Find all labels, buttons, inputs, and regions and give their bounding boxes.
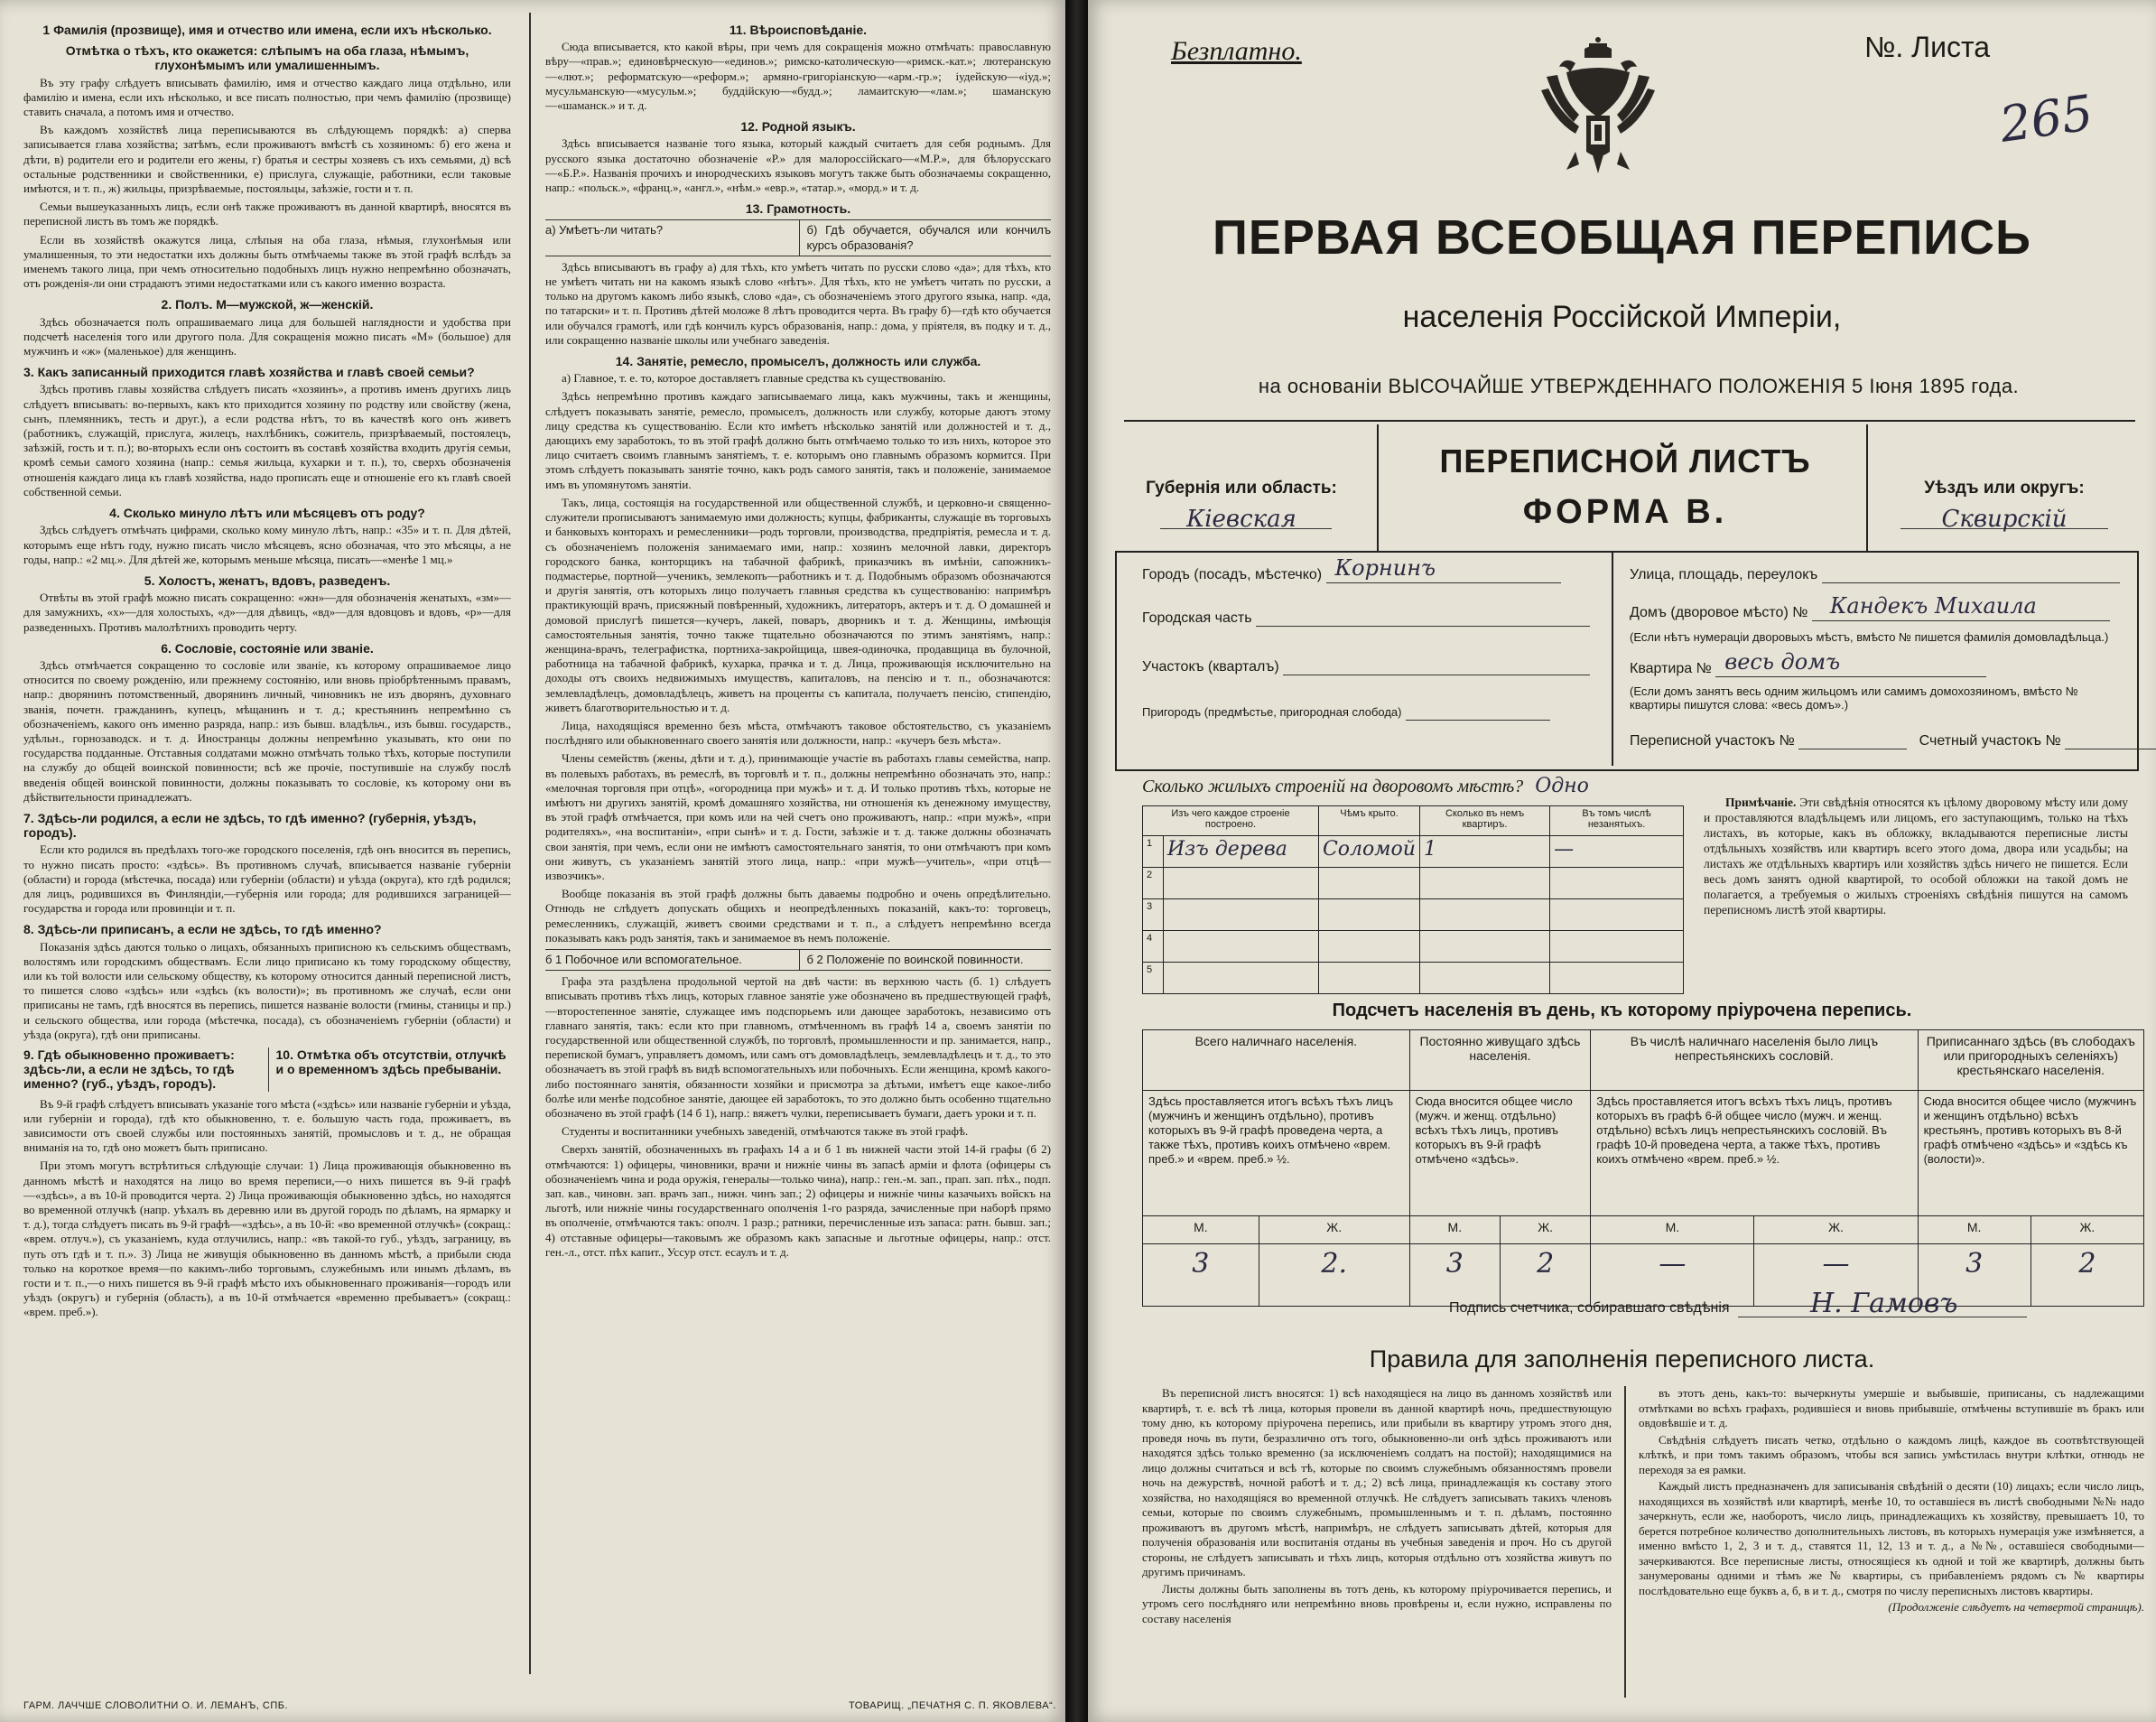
section-heading: 5. Холостъ, женатъ, вдовъ, разведенъ. <box>144 572 391 588</box>
col-material: Изъ чего каждое строеніе построено. <box>1143 806 1319 836</box>
row-number: 5 <box>1143 963 1164 994</box>
rules-column-2 <box>1639 1386 2144 1702</box>
male-header: М. <box>1918 1216 2031 1244</box>
suburb-field: Пригородъ (предмѣстье, пригородная слобода) <box>1142 704 1550 721</box>
female-header: Ж. <box>2031 1216 2143 1244</box>
instruction-paragraph: Здѣсь непремѣнно противъ каждаго записываемаго лица, какъ мужчины, такъ и женщины, слѣдуетъ показывать занятіе, ремесло, промыселъ, должность или службу, которые даютъ этому лицу средства къ существованію. Если кто имѣетъ нѣсколько занятій или должностей и т. д., дающихъ ему заработокъ, то въ этой графѣ должно быть отмѣчаемо только то изъ нихъ, которое это лицо считаетъ своимъ главнымъ занятіемъ, т. е. которымъ оно главнымъ образомъ кормится. При этомъ слѣдуетъ показывать занятіе точно, какъ родъ самого занятія, такъ и положеніе, занимаемое имъ въ упомянутомъ занятіи. <box>545 389 1051 491</box>
section-heading: 7. Здѣсь-ли родился, а если не здѣсь, то гдѣ именно? (губернія, уѣздъ, городъ). <box>23 810 477 841</box>
rule-paragraph: въ этотъ день, какъ-то: вычеркнуты умершіе и выбывшіе, приписаны, съ надлежащими отмѣтками во всѣхъ графахъ, родившіеся и вновь прибывшіе, отмѣчены вступившіе въ бракъ или овдовѣвшіе и т. д. <box>1639 1386 2144 1429</box>
instruction-paragraph: Члены семействъ (жены, дѣти и т. д.), принимающіе участіе въ работахъ главы семейства, напр. въ полевыхъ работахъ, въ ремеслѣ, въ торговлѣ и т. п., должны непремѣнно обозначать это, напр.: «мелочная торговля при отцѣ», «огородница при мужѣ» и т. д. И только противъ тѣхъ, которые не имѣютъ ни другихъ занятій, кромѣ домашняго хозяйства, ни отношенія къ денежному имуществу, въ этой графѣ отмѣчается, при комъ или на чей счетъ оно проживаютъ, напр.: «при мужѣ», «при родителяхъ», «на воспитаніи», «при сынѣ» и т. д. Гости, заѣзжіе и т. д. также должны обозначать свои занятія, при чемъ, если они не имѣютъ самостоятельнаго занятія, то они отмѣчаютъ при комъ они живутъ, съ указаніемъ занятій этого лица, напр.: «при мужѣ—учитель», «при отцѣ—извозчикъ». <box>545 751 1051 882</box>
section-heading: 3. Какъ записанный приходится главѣ хозяйства и главѣ своей семьи? <box>23 365 475 380</box>
roof-cell <box>1318 963 1419 994</box>
count-cell: 3 <box>1143 1244 1259 1307</box>
signature-value: Н. Гамовъ <box>1810 1288 1958 1319</box>
count-cell: 3 <box>1918 1244 2031 1307</box>
instruction-paragraph: Здѣсь обозначается полъ опрашиваемаго лица для большей наглядности и удобства при подсчетѣ населенія того или другого пола. Для сокращенія можно писать «М» (большое) для мужчинъ и «ж» (маленькое) для женщинъ. <box>23 314 511 358</box>
roof-cell <box>1318 868 1419 899</box>
section-heading: Отмѣтка о тѣхъ, кто окажется: слѣпымъ на оба глаза, нѣмымъ, глухонѣмымъ или умалишеннымъ. <box>65 43 469 73</box>
header-rule <box>1124 420 2135 422</box>
form-decree: на основаніи ВЫСОЧАЙШЕ УТВЕРЖДЕННАГО ПОЛОЖЕНІЯ 5 Іюня 1895 года. <box>1258 375 2020 397</box>
instruction-paragraph: Здѣсь вписываютъ въ графу а) для тѣхъ, кто умѣетъ читать по русски слово «да»; для тѣхъ, кто не умѣетъ читать ни на какомъ языкѣ слово «нѣтъ». Для тѣхъ, кто не умѣетъ читать по русски, а только на другомъ какомъ либо языкѣ, слово «да», съ обозначеніемъ этого другого языка, напр. «да, по татарски» и т. п. Противъ дѣтей моложе 8 лѣтъ проводится черта. Въ графу б)—гдѣ кто обучается или обучался грамотѣ, или гдѣ кончилъ курсъ образованія, напр.: дома, у пріятеля, въ подку и т. д., или сокращенно названіе школы или учебнаго заведенія. <box>545 259 1051 347</box>
section-heading: 4. Сколько минуло лѣтъ или мѣсяцевъ отъ роду? <box>109 506 425 521</box>
instructions-column-1 <box>23 16 511 1669</box>
left-page <box>0 0 1065 1722</box>
roof-cell <box>1318 899 1419 931</box>
vacant-cell <box>1550 931 1684 963</box>
instruction-paragraph: а) Главное, т. е. то, которое доставляетъ главные средства къ существованію. <box>562 371 946 386</box>
col-permanent: Постоянно живущаго здѣсь населенія. <box>1409 1030 1591 1091</box>
right-page <box>1088 0 2156 1722</box>
province-label: Губернія или область: <box>1146 479 1337 498</box>
instruction-paragraph: Если въ хозяйствѣ окажутся лица, слѣпыя на оба глаза, нѣмыя, глухонѣмыя или умалишенныя, то эти недостатки ихъ должны быть отмѣчаемы также въ этой графѣ вслѣдъ за именемъ такого лица, при чемъ относительно подобныхъ лицъ нужно непремѣнно обозначать, отъ рожденія-ли они страдаютъ этими недостатками или съ какого именно возраста. <box>23 232 511 291</box>
instruction-paragraph: Графа эта раздѣлена продольной чертой на двѣ части: въ верхнюю часть (б. 1) слѣдуетъ вписывать противъ тѣхъ лицъ, которых главное занятіе уже обозначено въ предшествующей графѣ,—второстепенное занятіе, служащее имъ подспорьемъ или дающее заработокъ, независимо отъ главнаго занятія, такъ: если кто при главномъ, отмѣченномъ въ графѣ 14 а, своемъ занятіи по государственной или общественной службѣ, по торговлѣ, промышленности и пр. занимается, напр., перепиской бумагъ, управляетъ домомъ, или самъ отъ домовладѣлецъ, землевладѣлецъ и т. д., то это обозначаетъ въ этой графѣ въ видѣ вспомогательныхъ или побочныхъ. Если женщина, кромѣ какого-либо постояннаго занятія, обязанности хозяйки и присмотра за дѣтьми, имѣетъ еще какое-либо болѣе или менѣе подсобное занятіе, дающее ей заработокъ, то это должно быть особенно тщательно обозначено въ этой графѣ (14 б 1), напр.: вяжетъ чулки, переписываетъ бумаги, даетъ уроки и т. п. <box>545 974 1051 1121</box>
material-cell <box>1164 868 1319 899</box>
continuation-note: (Продолженіе слѣдуетъ на четвертой страницѣ). <box>1888 1600 2144 1614</box>
col-vacant: Въ томъ числѣ незанятыхъ. <box>1550 806 1684 836</box>
section-heading: 14. Занятіе, ремесло, промыселъ, должность или служба. <box>615 354 981 369</box>
section-heading: 10. Отмѣтка объ отсутствіи, отлучкѣ и о временномъ здѣсь пребываніи. <box>275 1047 506 1077</box>
vacant-cell <box>1550 963 1684 994</box>
instruction-paragraph: Здѣсь слѣдуетъ отмѣчать цифрами, сколько кому минуло лѣтъ, напр.: «35» и т. п. Для дѣтей, которымъ еще нѣтъ году, нужно писать число мѣсяцевъ, ясно обозначая, что это мѣсяцы, а не годы, напр.: «2 мц.». Для дѣтей же, которымъ меньше мѣсяца, писать—«менѣе 1 мц.» <box>23 523 511 566</box>
section-heading: 13. Грамотность. <box>745 201 851 217</box>
instruction-paragraph: Здѣсь противъ главы хозяйства слѣдуетъ писать «хозяинъ», а противъ именъ другихъ лицъ слѣдуетъ вписывать: во-первыхъ, какъ кто приходится хозяину по родству или свойству (жена, сынъ, племянникъ, тесть и друг.), а если родства нѣтъ, то въ качествѣ кого онъ живетъ (работникъ, служащій, прислуга, жилецъ, нахлѣбникъ, сожитель, призрѣваемый, постоялецъ, заѣзжій, гость и т. п.); во-вторыхъ если онъ состоитъ въ составѣ хозяйства входить другія семьи, кромѣ семьи самого хозяина (напр.: семья жильца, кухарки и т. п.), то, сверхъ обозначенія отношенія каждаго лица къ главѣ хозяйства, надо прописать еще и отношеніе его къ главѣ своей собственной семьи. <box>23 382 511 498</box>
district-label: Уѣздъ или округъ: <box>1924 479 2085 498</box>
apartment-value: весь домъ <box>1724 649 1841 675</box>
instruction-paragraph: Здѣсь отмѣчается сокращенно то сословіе или званіе, къ которому опрашиваемое лицо относится по своему рожденію, или прежнему состоянію, или вновь пріобрѣтеннымъ правамъ, напр.: дворянинъ потомственный, дворянинъ личный, чиновникъ не изъ дворянъ, духовнаго званія, почетн. гражданинъ, купецъ, мѣщанинъ и т. д.; крестьянинъ непремѣнно съ обозначеніемъ, какого онъ именно разряда, напр.: изъ бывш. владѣльч., изъ бывш. государств., удѣльн., горнозаводск. и т. д. Иностранцы должны непремѣнно указывать, кто они по государства подданные. Отставныя солдатами можно отмѣчать только тѣхъ, которые поступили на службу до общей воинской повинности; всѣ же прочіе, поступившіе на службу послѣ введенія общей воинской повинности, должны показывать то сословіе, къ которому они въ дѣйствительности принадлежатъ. <box>23 657 511 804</box>
desc-registered-peasants: Сюда вносится общее число (мужчинъ и женщинъ отдѣльно) всѣхъ крестьянъ, противъ которыхъ въ 8-й графѣ отмѣчено «здѣсь» и «здѣсь къ (волости)». <box>1918 1091 2143 1216</box>
instruction-paragraph: Вообще показанія въ этой графѣ должны быть даваемы подробно и очень опредѣлительно. Отнюдь не слѣдуетъ допускать общихъ и неопредѣленныхъ показаній, какъ-то: торговецъ, ремесленникъ, служащій, живетъ своими средствами и т. п., а слѣдуетъ непремѣнно всегда показывать какъ родъ занятія, такъ и занимаемое въ немъ положеніе. <box>545 887 1051 945</box>
section-heading: 6. Сословіе, состояніе или званіе. <box>161 640 374 656</box>
population-count-table <box>1142 1029 2144 1307</box>
street-field: Улица, площадь, переулокъ <box>1630 567 2120 583</box>
female-header: Ж. <box>1259 1216 1409 1244</box>
instruction-paragraph: Семьи вышеуказанныхъ лицъ, если онѣ также проживаютъ въ данной квартирѣ, вносятся въ переписной листъ въ томъ же порядкѣ. <box>23 200 511 228</box>
instruction-paragraph: Въ каждомъ хозяйствѣ лица переписываются въ слѣдующемъ порядкѣ: а) сперва записывается глава хозяйства; затѣмъ, если проживаютъ вмѣстѣ съ хозяиномъ: б) его жена и дѣти, в) родители его и родители его жены, г) братья и сестры хозяевъ съ ихъ семьями, д) всѣ остальные родственники и свойственники, е) прислуга, служащіе, работники, если таковые имѣются, и т. п., ж) жильцы, призрѣваемые, постояльцы, заѣзжіе, гости и т. п. <box>23 123 511 196</box>
form-title: ПЕРВАЯ ВСЕОБЩАЯ ПЕРЕПИСЬ <box>1213 210 2031 265</box>
split-heading <box>23 1047 511 1092</box>
row-number: 4 <box>1143 931 1164 963</box>
roof-cell <box>1318 931 1419 963</box>
male-header: М. <box>1409 1216 1500 1244</box>
subcolumn-heading: б 2 Положеніе по воинской повинности. <box>799 950 1052 970</box>
female-header: Ж. <box>1500 1216 1590 1244</box>
house-field: Домъ (дворовое мѣсто) № Кандекъ Михаила <box>1630 605 2110 621</box>
signature-label: Подпись счетчика, собиравшаго свѣдѣнія <box>1449 1300 1730 1316</box>
apartments-cell <box>1419 899 1549 931</box>
apartments-cell <box>1419 868 1549 899</box>
double-headed-eagle-icon <box>1539 36 1657 190</box>
instruction-paragraph: Показанія здѣсь даются только о лицахъ, обязанныхъ приписною къ сельскимъ обществамъ, волостямъ или городскимъ обществамъ. Если лицо приписано къ тому городскому обществу, или къ той волости или сельскому обществу, къ которому относится данный переписной листъ, то пишется слово «здѣсь» или «здѣсь (къ волости)»; въ противномъ же случаѣ, если они приписаны не тамъ, гдѣ вносятся въ перепись, пишется названіе волости (гмины, станицы и пр.) и сельского общества, или города (мѣстечка, посада), съ обозначеніемъ губерніи (области) и уѣзда (округа), гдѣ они приписаны. <box>23 939 511 1041</box>
material-cell <box>1164 931 1319 963</box>
printer-imprint-right: ТОВАРИЩ. „ПЕЧАТНЯ С. П. ЯКОВЛЕВА“. <box>849 1700 1056 1711</box>
row-number: 2 <box>1143 868 1164 899</box>
male-header: М. <box>1143 1216 1259 1244</box>
instruction-paragraph: При этомъ могутъ встрѣтиться слѣдующіе случаи: 1) Лица проживающія обыкновенно въ данномъ мѣстѣ и находятся на лицо во время переписи,—о нихъ пишется въ 9-й графѣ—«здѣсь», а въ 10-й проводится черта. 2) Лица проживающія обыкновенно здѣсь, но находятся во временной отлучкѣ (напр. уѣхалъ въ деревню или въ другой городъ по дѣламъ, на ярмарку и т. д.), тогда слѣдуетъ писать въ 9-й графѣ—«здѣсь», а въ 10-й: «во временной отлучкѣ» (сокращ.: «врем. отлуч.»), съ указаніемъ, куда отлучились, напр.: «въ такой-то губ., уѣздъ, заграницу, въ путь отъ гдѣ и т. п.». 3) Лица не живущія обыкновенно въ данномъ мѣстѣ, а прибыли сюда только на короткое время—по какимъ-либо торговымъ, служебнымъ или инымъ дѣламъ, въ гости и т. п.,—о нихъ пишется въ 9-й графѣ мѣсто ихъ обыкновеннаго проживанія—городъ или уѣздъ (округъ) и губернія (область), а въ 10-й отмѣчается «временно пребываетъ» (сокращ.: «врем. преб.»). <box>23 1159 511 1319</box>
apartments-cell <box>1419 963 1549 994</box>
vacant-cell: — <box>1550 836 1684 868</box>
section-heading: 11. Вѣроисповѣданіе. <box>729 23 868 37</box>
city-part-field: Городская часть <box>1142 610 1590 627</box>
col-roof: Чѣмъ крыто. <box>1318 806 1419 836</box>
district-box <box>1873 424 2135 551</box>
count-cell: 2 <box>2031 1244 2143 1307</box>
sheet-number-label: №. Листа <box>1864 31 1991 63</box>
table-row <box>1143 931 1684 963</box>
desc-non-peasant: Здѣсь проставляется итогъ всѣхъ тѣхъ лицъ, противъ которыхъ въ графѣ 6-й общее число (мужч. и женщ. отдѣльно) всѣхъ лицъ непрестьянскихъ сословій. Въ графѣ 10-й проведена черта, а также тѣхъ, противъ коихъ отмѣчено «врем. преб.» ½. <box>1591 1091 1918 1216</box>
subcolumn-heading: б 1 Побочное или вспомогательное. <box>545 952 742 966</box>
material-cell: Изъ дерева <box>1164 836 1319 868</box>
population-count-title: Подсчетъ населенія въ день, къ которому пріурочена перепись. <box>1332 1001 1912 1020</box>
address-divider <box>1612 553 1613 766</box>
precinct-field: Участокъ (кварталъ) <box>1142 659 1590 675</box>
subcolumn-heading: б) Гдѣ обучается, обучался или кончилъ курсъ образованія? <box>799 220 1052 255</box>
form-subtitle: населенія Россійской Имперіи, <box>1402 300 1842 334</box>
house-note: (Если нѣтъ нумераціи дворовыхъ мѣстъ, вмѣсто № пишется фамилія домовладѣльца.) <box>1630 630 2109 644</box>
sheet-title-line1: ПЕРЕПИСНОЙ ЛИСТЪ <box>1439 442 1811 479</box>
buildings-note: Примѣчаніе. Эти свѣдѣнія относятся къ цѣлому дворовому мѣсту или дому и проставляются владѣльцемъ или лицомъ, его заступающимъ, только на тѣхъ листахъ, въ которые, какъ въ обложку, вкладываются переписные листы отдѣльныхъ хозяйствъ или квартиръ всего этого дома, двора или усадьбы; на листахъ же отдѣльныхъ квартиръ или хозяйствъ здѣсь ничего не пишется. Если весь домъ занятъ одной квартирой, то особой обложки на такой домъ не полагается, а требуемыя о жилыхъ строеніяхъ свѣдѣнія пишутся на самомъ переписномъ листѣ этой квартиры. <box>1704 796 2128 917</box>
material-cell <box>1164 963 1319 994</box>
apartments-cell: 1 <box>1419 836 1549 868</box>
province-value: Кіевская <box>1186 506 1296 533</box>
desc-present: Здѣсь проставляется итогъ всѣхъ тѣхъ лицъ (мужчинъ и женщинъ отдѣльно), противъ которыхъ въ 9-й графѣ проведена черта, а также тѣхъ, противъ коихъ отмѣчено «врем. преб.» и «врем. преб.» ½. <box>1143 1091 1410 1216</box>
count-cell: 3 <box>1409 1244 1500 1307</box>
col-apartments: Сколько въ немъ квартиръ. <box>1419 806 1549 836</box>
table-row <box>1143 899 1684 931</box>
material-cell <box>1164 899 1319 931</box>
col-present: Всего наличнаго населенія. <box>1143 1030 1410 1091</box>
col-registered-peasants: Приписаннаго здѣсь (въ слободахъ или пригородныхъ селеніяхъ) крестьянскаго населенія. <box>1918 1030 2143 1091</box>
rules-divider <box>1624 1386 1626 1698</box>
subheading-row <box>545 219 1051 256</box>
desc-permanent: Сюда вносится общее число (мужч. и женщ. отдѣльно) всѣхъ тѣхъ лицъ, противъ которыхъ въ 9-й графѣ отмѣчено «здѣсь». <box>1409 1091 1591 1216</box>
section-heading: 2. Полъ. М—мужской, ж—женскій. <box>161 297 374 312</box>
section-heading: 9. Гдѣ обыкновенно проживаетъ: здѣсь-ли, а если не здѣсь, то гдѣ именно? (губ., уѣздъ, городъ). <box>23 1047 235 1092</box>
buildings-answer: Одно <box>1535 775 1589 797</box>
rule-paragraph: Свѣдѣнія слѣдуетъ писать четко, отдѣльно о каждомъ лицѣ, каждое въ соотвѣтствующей клѣткѣ, и при томъ такимъ образомъ, чтобы вся запись умѣстилась внутри клѣтки, отнюдь не переходя за ея рамки. <box>1639 1432 2144 1476</box>
rule-paragraph: Каждый листъ предназначенъ для записыванія свѣдѣній о десяти (10) лицахъ; если число лицъ, находящихся въ хозяйствѣ или квартирѣ, менѣе 10, то оставшіеся въ листѣ свободными №№ надо зачеркнуть, если же, наоборотъ, число лицъ, принадлежащихъ къ хозяйству, превышаетъ 10, то берется потребное количество дополнительныхъ листовъ, въ которыхъ нумерація уже измѣняется, а именно вмѣсто 1, 2, 3 и т. д., ставятся 11, 12, 13 и т. д., а №№, оставшіеся свободными—зачеркиваются. Все переписные листы, относящіеся къ одной и той же квартирѣ, должны быть занумерованы одними и тѣмъ же № квартиры, съ прибавленіемъ рядомъ съ № квартиры послѣдовательно еще буквъ а, б, в и т. д., смотря по числу переписныхъ листовъ квартиры. <box>1639 1479 2144 1597</box>
col-non-peasant: Въ числѣ наличнаго населенія было лицъ непрестьянскихъ сословій. <box>1591 1030 1918 1091</box>
district-value: Сквирскій <box>1941 506 2068 533</box>
table-row <box>1143 836 1684 868</box>
vacant-cell <box>1550 868 1684 899</box>
instruction-paragraph: Лица, находящіяся временно безъ мѣста, отмѣчаютъ таковое обстоятельство, съ указаніемъ послѣдняго или обыкновеннаго своего занятія или должности, напр.: «кучеръ безъ мѣста». <box>545 718 1051 748</box>
section-heading: 12. Родной языкъ. <box>740 119 856 135</box>
section-heading: 8. Здѣсь-ли приписанъ, а если не здѣсь, то гдѣ именно? <box>23 922 382 937</box>
row-number: 3 <box>1143 899 1164 931</box>
rule-paragraph: Въ переписной листъ вносятся: 1) всѣ находящіеся на лицо въ данномъ хозяйствѣ или квартирѣ, т. е. всѣ тѣ лица, которыя провели въ данной квартирѣ ночь, предшествующую тому дню, къ которому пріурочена перепись, или прибыли въ квартиру утромъ этого дня, проведя ночь въ пути, безразлично отъ того, обыкновенно-ли онѣ здѣсь проживаютъ или находятся здѣсь только временно (за исключеніемъ солдатъ на постой); находящимися на лицо должны считаться и всѣ тѣ, которые по своимъ служебнымъ обязанностямъ провели ночь на дежурствѣ, ночной работѣ и т. д.; 2) всѣ лица, принадлежащія къ составу этого хозяйства, но находящіяся во временной отлучкѣ. Не слѣдуетъ записывать такихъ членовъ семьи, которые по своимъ служебнымъ, промышленнымъ и т. п. дѣламъ, постоянно проживаютъ въ другомъ мѣстѣ, напримѣръ, не слѣдуетъ записывать дѣтей, которыя для полученія образованія или воспитанія отданы въ учебныя заведенія и проч. Но съ другой стороны, не слѣдуетъ записывать и тѣхъ лицъ, которыя отдѣльно отъ хозяйства живутъ по другимъ причинамъ. <box>1142 1386 1612 1578</box>
sheet-number-handwritten: 265 <box>1996 84 2096 154</box>
printer-imprint-left: ГАРМ. ЛАЧЧШЕ СЛОВОЛИТНИ О. И. ЛЕМАНЪ, СПБ. <box>23 1700 289 1711</box>
sheet-title-line2: ФОРМА В. <box>1522 493 1728 531</box>
count-cell: — <box>1754 1244 1918 1307</box>
instruction-paragraph: Отвѣты въ этой графѣ можно писать сокращенно: «жн»—для обозначенія женатыхъ, «зм»—для замужнихъ, «х»—для холостыхъ, «д»—для дѣвицъ, «вд»—для вдовцовъ и вдовъ, «р»—для разведенныхъ. Противъ малолѣтнихъ проводить черту. <box>23 591 511 634</box>
rules-title: Правила для заполненія переписного листа. <box>1369 1345 1875 1373</box>
male-header: М. <box>1591 1216 1754 1244</box>
instructions-column-2 <box>545 16 1051 1669</box>
row-number: 1 <box>1143 836 1164 868</box>
vacant-cell <box>1550 899 1684 931</box>
page-fold <box>1065 0 1088 1722</box>
buildings-table <box>1142 805 1684 994</box>
instruction-paragraph: Студенты и воспитанники учебныхъ заведеній, отмѣчаются также въ этой графѣ. <box>562 1124 969 1139</box>
count-cell: 2. <box>1259 1244 1409 1307</box>
house-value: Кандекъ Михаила <box>1829 593 2037 619</box>
instruction-paragraph: Здѣсь вписывается названіе того языка, который каждый считаетъ для себя роднымъ. Для русского языка достаточно обозначеніе «Р.» для малороссійскаго—«М.Р.», для бѣлорусскаго—«Б.Р.». Названія прочихъ и инородческихъ языковъ могутъ также быть обозначаемы сокращенно, напр.: «польск.», «франц.», «англ.», «нѣм.» «евр.», «татар.», «морд.» и т. д. <box>545 136 1051 195</box>
roof-cell: Соломой <box>1318 836 1419 868</box>
subcolumn-heading: а) Умѣетъ-ли читать? <box>545 223 664 237</box>
column-divider <box>529 13 531 1674</box>
free-label: Безплатно. <box>1171 36 1302 66</box>
apartments-cell <box>1419 931 1549 963</box>
table-row <box>1143 868 1684 899</box>
rule-paragraph: Листы должны быть заполнены въ тотъ день, къ которому пріурочивается перепись, и утромъ сего послѣдняго или непремѣнно вновь провѣрены и, если нужно, исправлены по составу населенія <box>1142 1581 1612 1625</box>
instruction-paragraph: Сверхъ занятій, обозначенныхъ въ графахъ 14 а и б 1 въ нижней части этой 14-й графы (б 2) отмѣчаются: 1) офицеры, чиновники, врачи и нижніе чины въ запасѣ арміи и флота (офицеры съ обозначеніемъ чина и рода оружія, генералы—только чина), напр.: ген.-м. зап., прап. зап. пѣх., подп. зап. кав., чиновн. зап. врачъ зап., нижн. чинъ зап.; 2) офицеры и нижніе чины казачьихъ войскъ на льготѣ, или нижніе чины государственнаго ополченія 1-го разряда, зачисленные при наборѣ прямо въ ополченіе, отмѣчаются такъ: ополч. 1 разр.; ратники, перечисленные изъ запаса: ратн. бывш. зап.; 4) отставные офицеры—таковымъ же образомъ какъ запасные и льготные офицеры, напр.: отст. ген.-л., отст. пѣх капит., Уссур отст. есаулъ и т. д. <box>545 1142 1051 1259</box>
sheet-title <box>1386 442 1864 532</box>
instruction-paragraph: Въ эту графу слѣдуетъ вписывать фамилію, имя и отчество каждаго лица отдѣльно, или фамилію и имена, если ихъ нѣсколько, и все писать полностью, при чемъ фамилію (прозвище) ставить сначала, а потомъ имя и отчество. <box>23 75 511 119</box>
rules-column-1 <box>1142 1386 1612 1702</box>
section-heading: 1 Фамилія (прозвище), имя и отчество или имена, если ихъ нѣсколько. <box>42 23 492 37</box>
apartment-field: Квартира № весь домъ <box>1630 661 1986 677</box>
instruction-paragraph: Такъ, лица, состоящія на государственной или общественной службѣ, и церковно-и священно-служители прописываютъ занимаемую ими должность; купцы, фабриканты, служащіе въ торговыхъ и банковыхъ конторахъ и ремесленники—родъ торговли, производства, предпріятія, ремесла и т. д. съ обозначеніемъ положенія занимаемаго ими, напр.: хозяинъ мелочной лавки, директоръ городского банка, конторщикъ на табачной фабрикѣ, приказчикъ въ имѣніи, сапожникъ-подмастерье, портной—ученикъ, землекопъ—работникъ и т. д. Подобнымъ образомъ обозначаются и другія занятія, отъ которыхъ лицо получаетъ главныя средства къ существованію: напримѣръ практикующій врачъ, присяжный повѣренный, художникъ, литераторъ, актеръ и т. д. О домашней и домовой прислугѣ пишется—кучеръ, лакей, поваръ, дворникъ и т. д. Женщины, имѣющія самостоятельныя занятія, точно также тщательно обозначаются по этимъ занятіямъ, напр.: женщина-врачъ, телеграфистка, портниха-закройщица, швея-одиночка, продавщица въ булочной, работница на табачной фабрикѣ, кухарка, прачка и т. д. Лица, проживающія исключительно на доходы отъ своихъ недвижимыхъ имуществъ, капиталовъ, на пенсію и т. п., обозначаются: землевладѣлецъ, домовладѣлецъ, живетъ на проценты съ капитала, получаетъ пенсію, стипендію, живетъ благотворительностью и т. д. <box>545 495 1051 714</box>
buildings-question: Сколько жилыхъ строеній на дворовомъ мѣстѣ? Одно <box>1142 775 1589 797</box>
table-row <box>1143 963 1684 994</box>
count-cell: 2 <box>1500 1244 1590 1307</box>
apartment-note: (Если домъ занятъ весь одним жильцомъ или самимъ домохозяиномъ, вмѣсто № квартиры пишутся слова: «весь домъ».) <box>1630 684 2078 712</box>
count-cell: — <box>1591 1244 1754 1307</box>
instruction-paragraph: Въ 9-й графѣ слѣдуетъ вписывать указаніе того мѣста («здѣсь» или названіе губерніи и уѣзда, или губерніи и города), гдѣ кто обыкновенно, т. е. большую часть года, проживаетъ, въ зависимости отъ своей службы или постоянныхъ занятій, промысловъ и т. д., не обращая вниманія на то, гдѣ оно можетъ быть приписано. <box>23 1096 511 1155</box>
province-box <box>1124 424 1359 551</box>
instruction-paragraph: Если кто родился въ предѣлахъ того-же городского поселенія, гдѣ онъ вносится въ перепись, то нужно писать просто: «здѣсь». Въ противномъ случаѣ, вписывается названіе губерніи (области) и города (мѣстечка, посада) или губерніи (области) и уѣзда (округа), кто гдѣ родился; для лицъ, родившихся въ Финляндіи,—губернія или города; для родившихся заграницей—государства и города или провинціи и т. п. <box>23 842 511 916</box>
census-district-field: Переписной участокъ № Счетный участокъ № <box>1630 733 2156 749</box>
instruction-paragraph: Сюда вписывается, кто какой вѣры, при чемъ для сокращенія можно отмѣчать: православную вѣру—«прав.»; единовѣрческую—«единов.»; римско-католическую—«римск.-кат.»; лютеранскую—«лют.»; реформатскую—«реформ.»; армяно-григоріанскую—«арм.-гр.»; іудейскую—«іуд.»; мусульманскую—«мусульм.»; буддійскую—«будд.»; ламаитскую—«лам.»; шаманскую—«шаманск.» и т. д. <box>545 40 1051 113</box>
female-header: Ж. <box>1754 1216 1918 1244</box>
town-value: Корнинъ <box>1334 555 1436 581</box>
town-field: Городъ (посадъ, мѣстечко) Корнинъ <box>1142 567 1561 583</box>
subheading-row <box>545 949 1051 971</box>
